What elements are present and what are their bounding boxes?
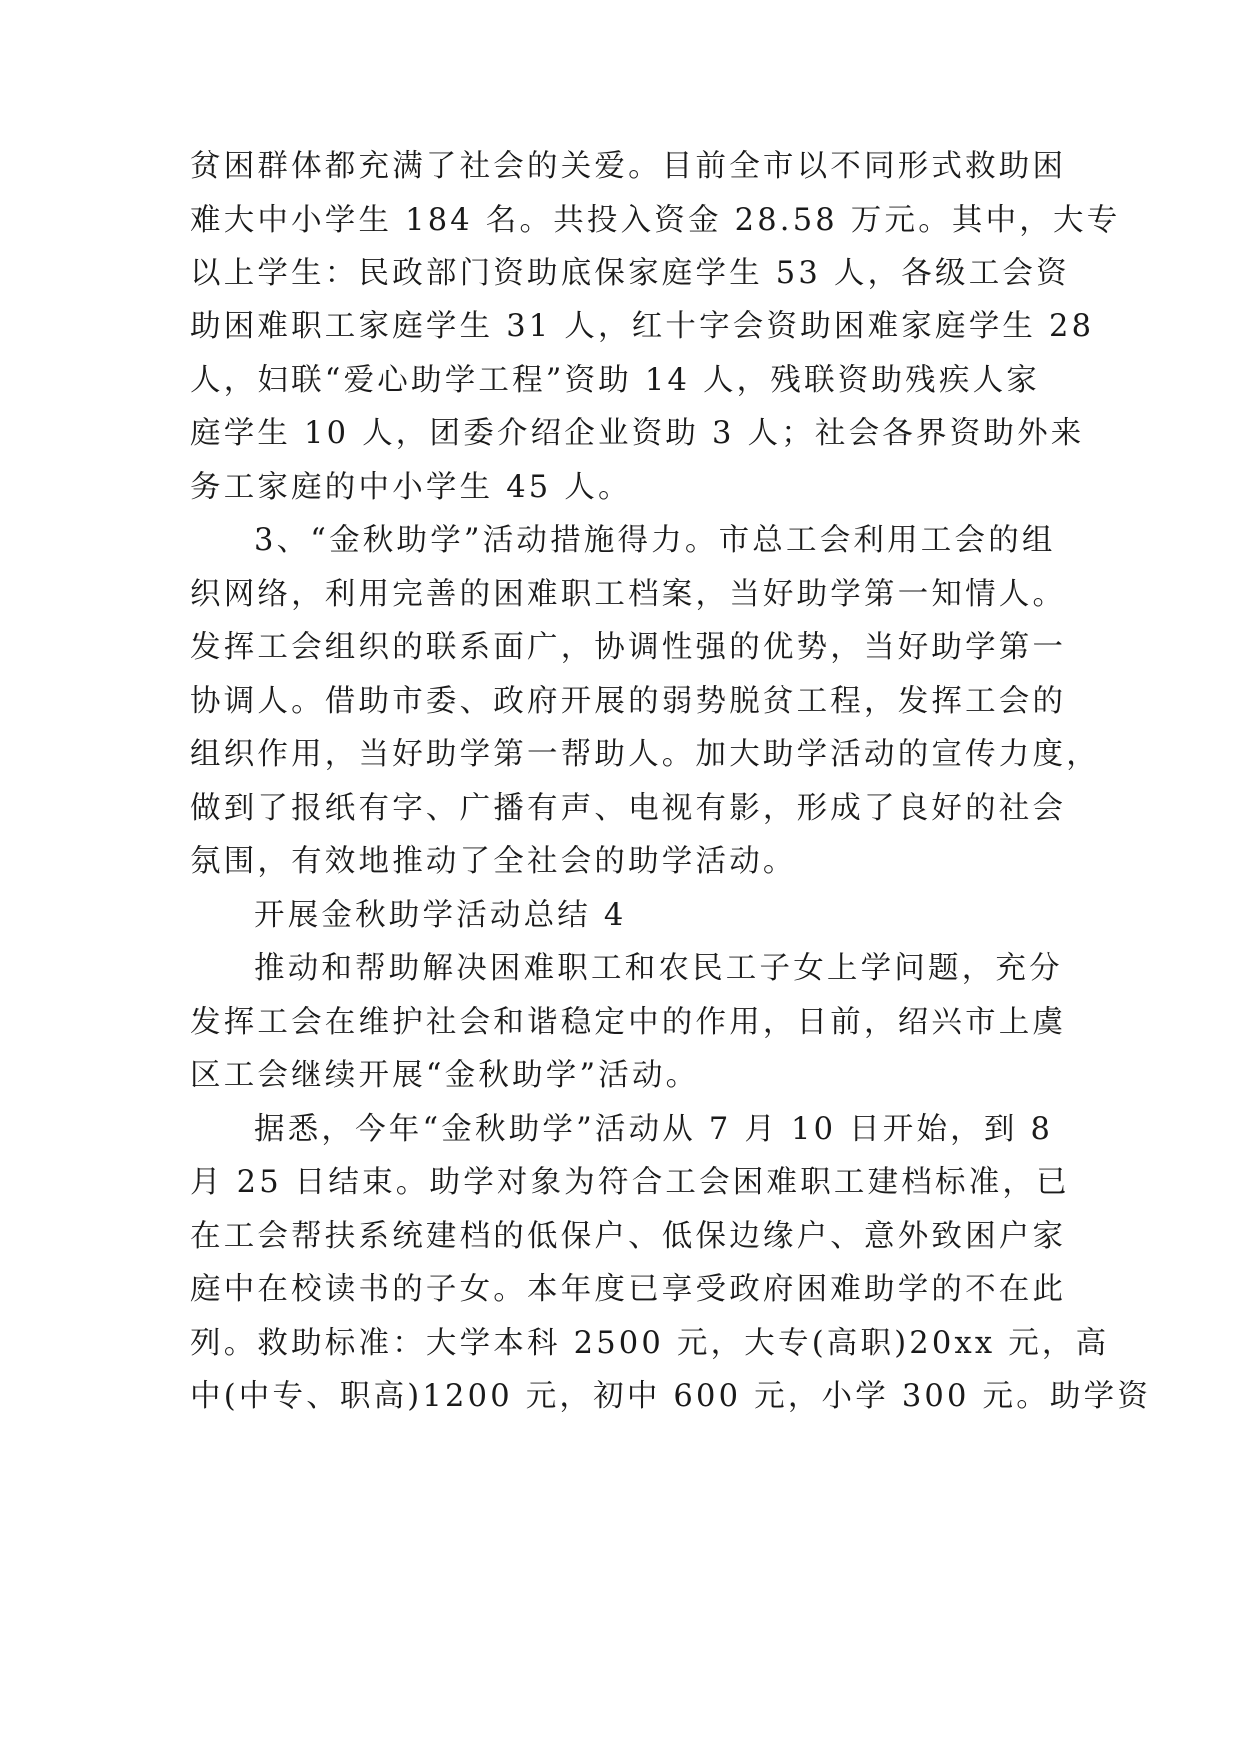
text-line: 做到了报纸有字、广播有声、电视有影，形成了良好的社会 (190, 791, 1067, 826)
paragraph-start: 推动和帮助解决困难职工和农民工子女上学问题，充分 (254, 951, 1063, 986)
text-line: 贫困群体都充满了社会的关爱。目前全市以不同形式救助困 (190, 149, 1067, 184)
text-line: 列。救助标准：大学本科 2500 元，大专(高职)20xx 元，高 (190, 1326, 1110, 1361)
text-line: 以上学生：民政部门资助底保家庭学生 53 人，各级工会资 (190, 256, 1070, 291)
paragraph-start: 3、“金秋助学”活动措施得力。市总工会利用工会的组 (254, 523, 1056, 558)
text-line: 中(中专、职高)1200 元，初中 600 元，小学 300 元。助学资 (190, 1379, 1152, 1414)
text-line: 难大中小学生 184 名。共投入资金 28.58 万元。其中，大专 (190, 203, 1121, 238)
paragraph-start: 据悉，今年“金秋助学”活动从 7 月 10 日开始，到 8 (254, 1112, 1054, 1147)
text-line: 织网络，利用完善的困难职工档案，当好助学第一知情人。 (190, 577, 1067, 612)
text-line: 月 25 日结束。助学对象为符合工会困难职工建档标准，已 (190, 1165, 1070, 1200)
section-heading: 开展金秋助学活动总结 4 (254, 898, 627, 933)
text-line: 协调人。借助市委、政府开展的弱势脱贫工程，发挥工会的 (190, 684, 1067, 719)
text-line: 庭学生 10 人，团委介绍企业资助 3 人；社会各界资助外来 (190, 416, 1085, 451)
text-line: 区工会继续开展“金秋助学”活动。 (190, 1058, 700, 1093)
text-line: 务工家庭的中小学生 45 人。 (190, 470, 632, 505)
text-line: 庭中在校读书的子女。本年度已享受政府困难助学的不在此 (190, 1272, 1067, 1307)
text-line: 发挥工会组织的联系面广，协调性强的优势，当好助学第一 (190, 630, 1067, 665)
text-line: 发挥工会在维护社会和谐稳定中的作用，日前，绍兴市上虞 (190, 1005, 1067, 1040)
text-line: 人，妇联“爱心助学工程”资助 14 人，残联资助残疾人家 (190, 363, 1040, 398)
text-line: 助困难职工家庭学生 31 人，红十字会资助困难家庭学生 28 (190, 309, 1095, 344)
text-line: 在工会帮扶系统建档的低保户、低保边缘户、意外致困户家 (190, 1219, 1067, 1254)
text-line: 组织作用，当好助学第一帮助人。加大助学活动的宣传力度， (190, 737, 1100, 772)
text-line: 氛围，有效地推动了全社会的助学活动。 (190, 844, 797, 879)
